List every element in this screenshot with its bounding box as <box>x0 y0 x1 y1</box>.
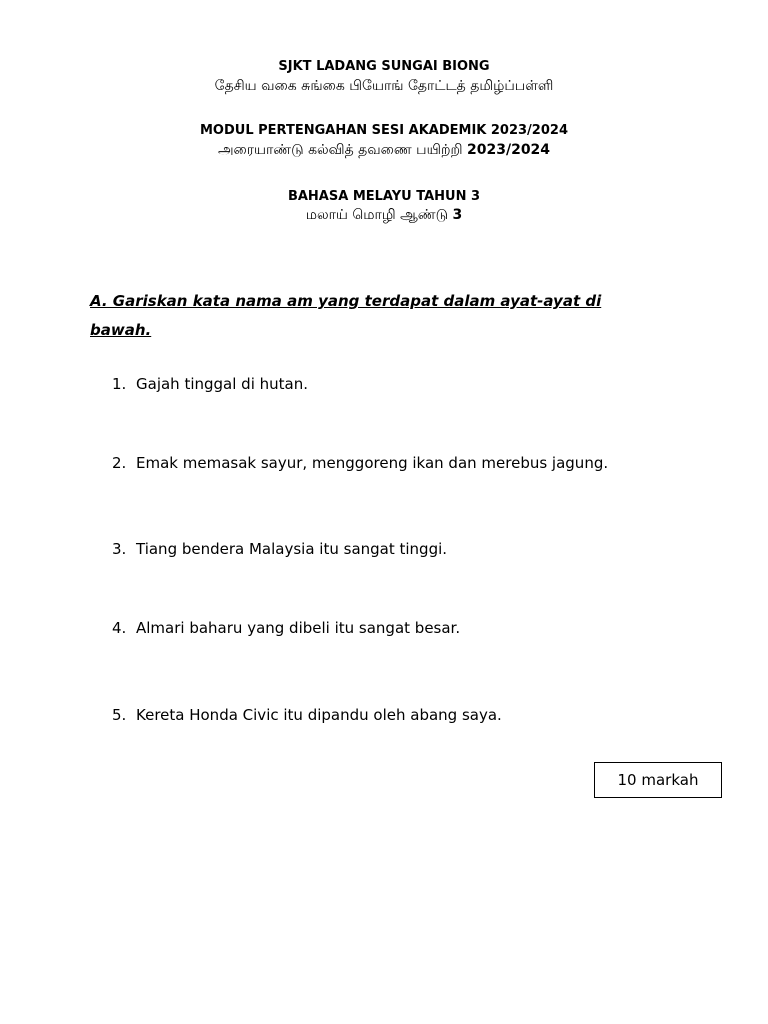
question-text: Tiang bendera Malaysia itu sangat tinggi. <box>136 540 448 558</box>
question-text: Gajah tinggal di hutan. <box>136 375 308 393</box>
question-number: 5. <box>112 706 127 724</box>
question-text: Kereta Honda Civic itu dipandu oleh abang saya. <box>136 706 502 724</box>
modul-title: MODUL PERTENGAHAN SESI AKADEMIK 2023/2024 <box>199 123 568 138</box>
question-number: 1. <box>112 375 127 393</box>
modul-title-tamil: அரையாண்டு கல்வித் தவணை பயிற்றி <box>217 142 463 158</box>
subject-title: BAHASA MELAYU TAHUN 3 <box>287 189 481 204</box>
subject-title-tamil-line <box>0 207 768 225</box>
question-number: 4. <box>112 619 127 637</box>
subject-year: 3 <box>452 207 463 223</box>
school-name-tamil: தேசிய வகை சுங்கை பியோங் தோட்டத் தமிழ்ப்பள்ளி <box>214 78 554 94</box>
school-name: SJKT LADANG SUNGAI BIONG <box>278 59 490 74</box>
modul-title-tamil-line <box>0 142 768 160</box>
list-item <box>112 619 460 637</box>
question-number: 3. <box>112 540 127 558</box>
list-item <box>112 706 502 724</box>
question-text: Almari baharu yang dibeli itu sangat besar. <box>136 619 461 637</box>
subject-title-tamil: மலாய் மொழி ஆண்டு <box>305 207 449 223</box>
marks-label: 10 markah <box>617 771 699 789</box>
marks-box <box>594 762 722 798</box>
modul-year: 2023/2024 <box>467 142 551 158</box>
list-item <box>112 375 308 393</box>
question-text: Emak memasak sayur, menggoreng ikan dan merebus jagung. <box>136 454 609 472</box>
question-number: 2. <box>112 454 127 472</box>
section-instruction: A. Gariskan kata nama am yang terdapat dalam ayat-ayat di bawah. <box>90 292 602 339</box>
list-item <box>112 540 447 558</box>
list-item <box>112 454 608 472</box>
